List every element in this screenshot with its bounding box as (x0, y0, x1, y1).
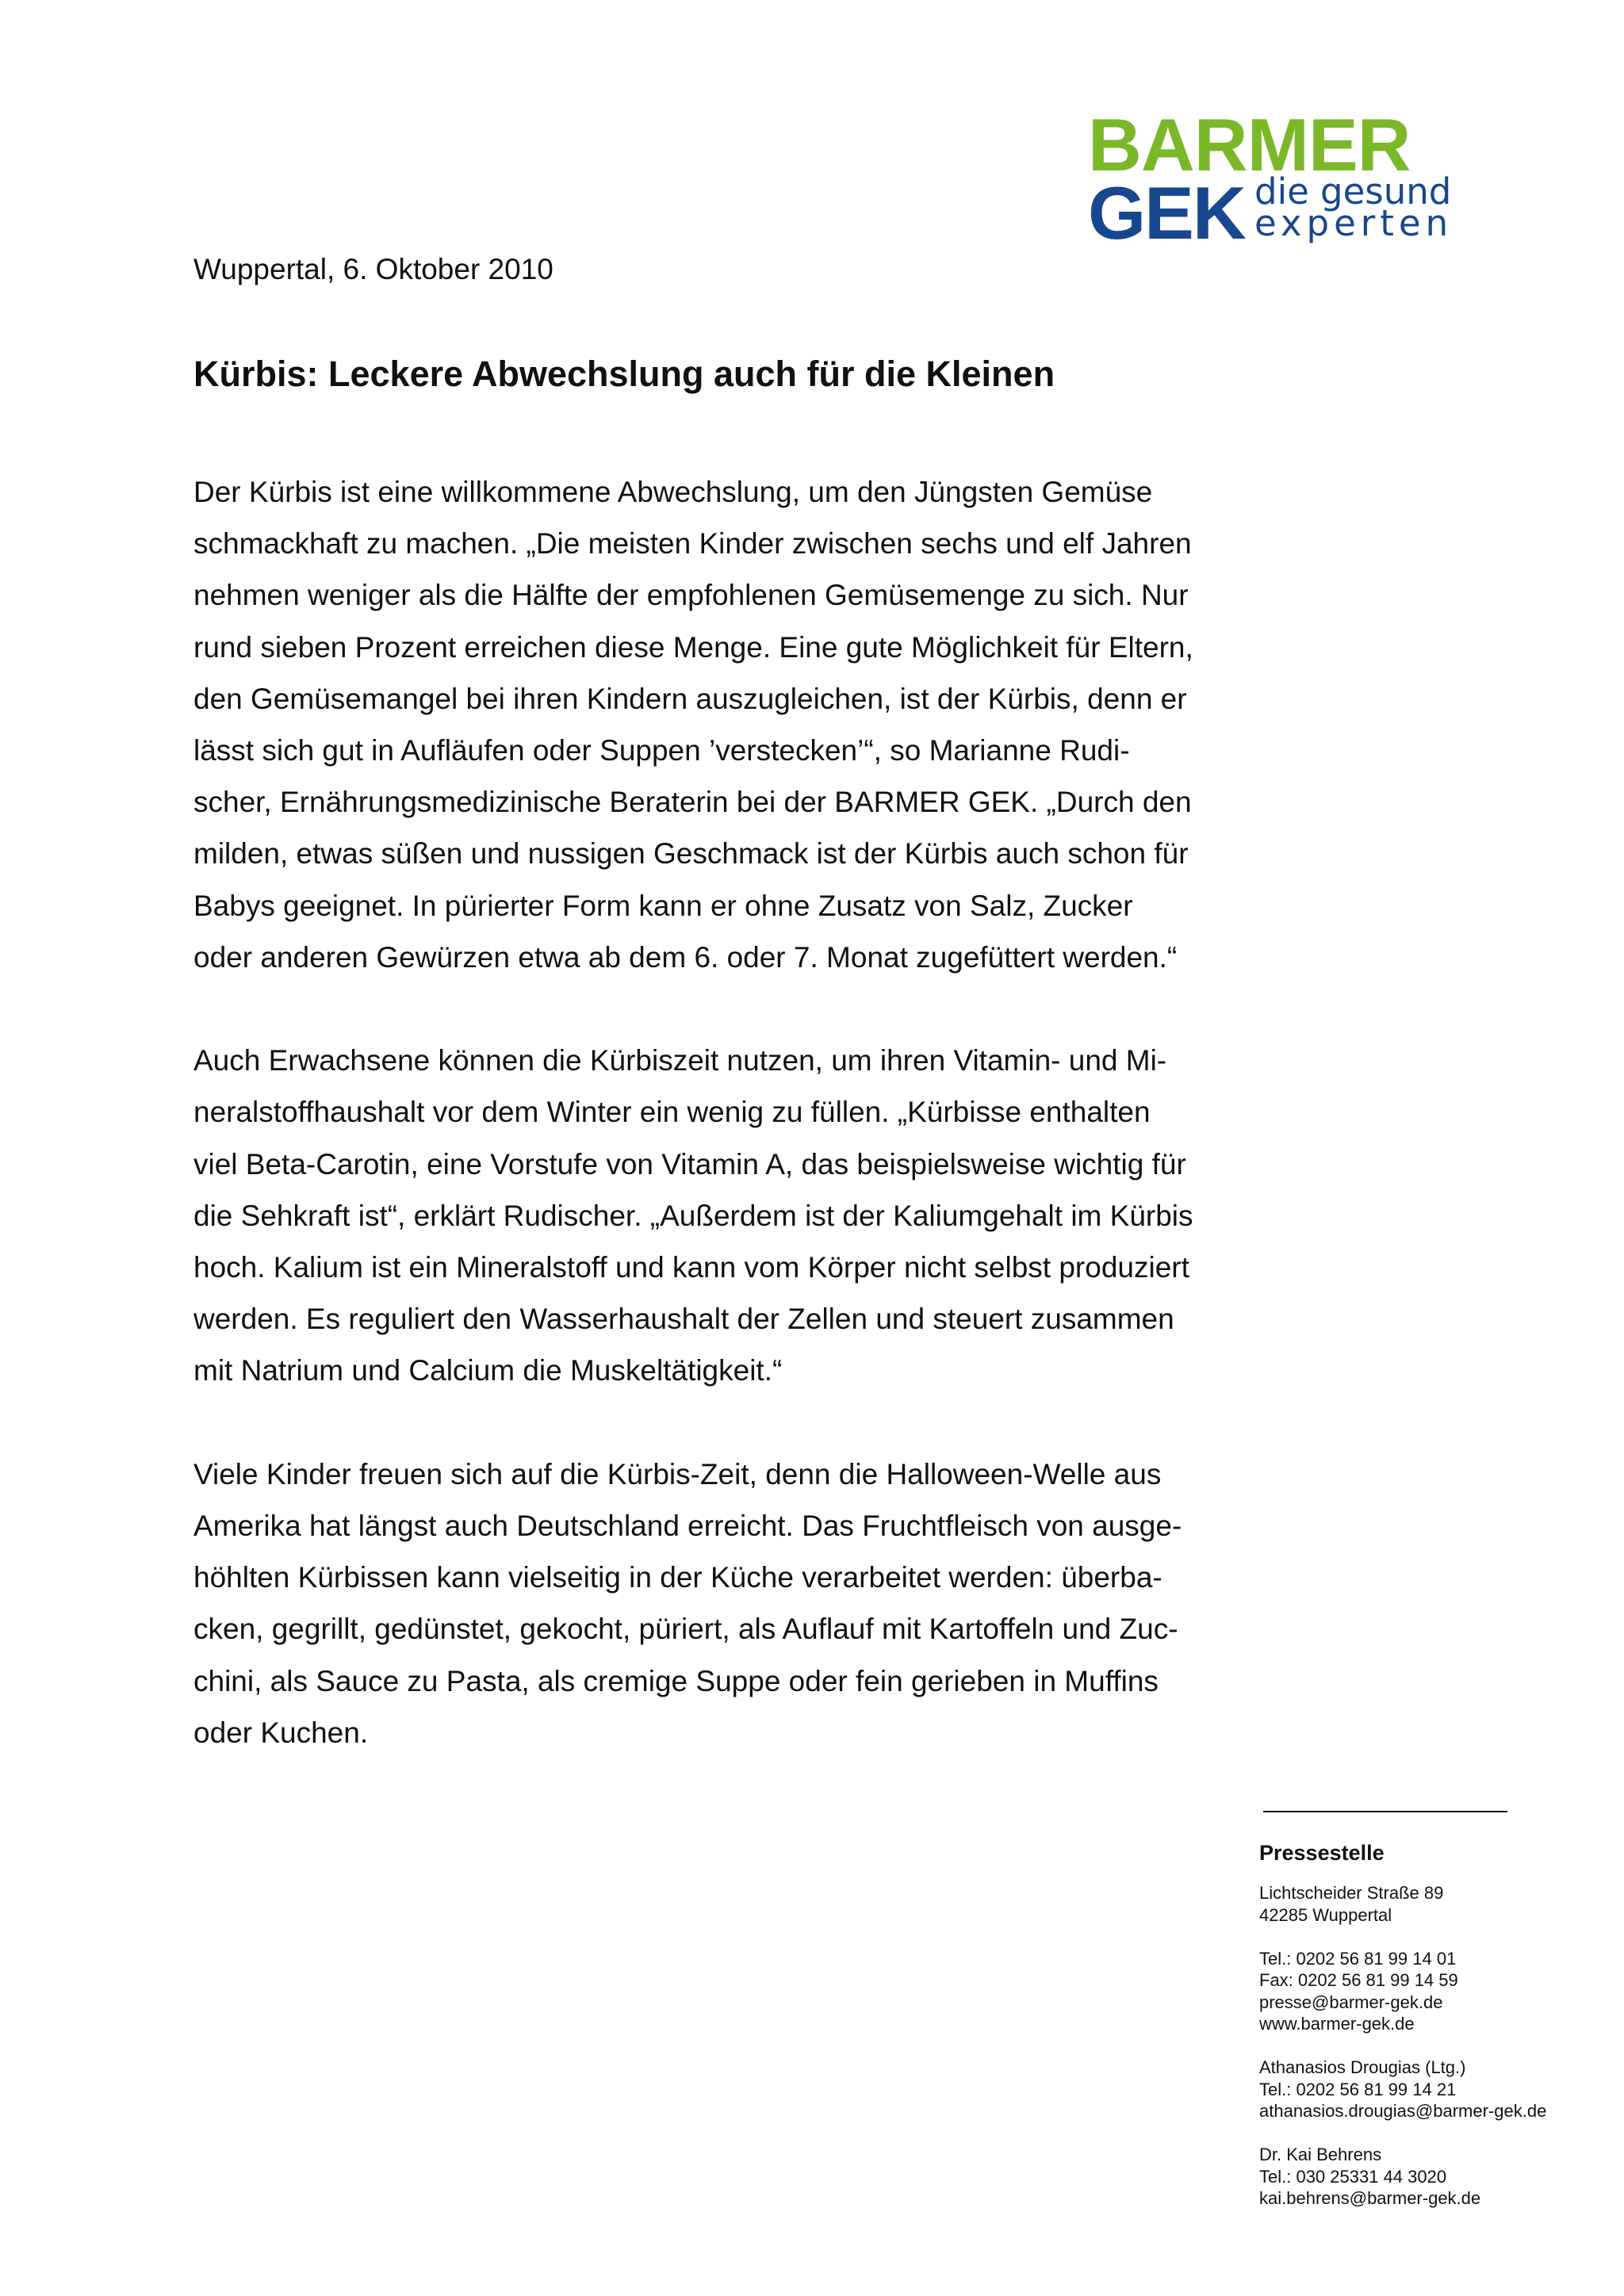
person-name: Dr. Kai Behrens (1259, 2145, 1382, 2164)
contact-person-2 (1259, 2144, 1592, 2210)
text-line: Auch Erwachsene können die Kürbiszeit nutzen, um ihren Vitamin- und Mi- (193, 1044, 1167, 1077)
text-line: Babys geeignet. In pürierter Form kann er ohne Zusatz von Salz, Zucker (193, 889, 1133, 922)
logo-tagline (1254, 170, 1454, 244)
text-line: chini, als Sauce zu Pasta, als cremige Suppe oder fein gerieben in Muffins (193, 1664, 1159, 1697)
office-email-link[interactable]: presse@barmer-gek.de (1259, 1992, 1443, 2012)
paragraph-3 (193, 1448, 1224, 1758)
person-phone: Tel.: 030 25331 44 3020 (1259, 2166, 1447, 2187)
website-link[interactable]: www.barmer-gek.de (1259, 2014, 1415, 2034)
person-name: Athanasios Drougias (Ltg.) (1259, 2057, 1466, 2077)
office-fax: Fax: 0202 56 81 99 14 59 (1259, 1970, 1458, 1990)
text-line: scher, Ernährungsmedizinische Beraterin bei der BARMER GEK. „Durch den (193, 786, 1192, 819)
logo-barmer-text: BARMER (1088, 103, 1411, 186)
text-line: schmackhaft zu machen. „Die meisten Kinder zwischen sechs und elf Jahren (193, 527, 1192, 561)
text-line: den Gemüsemangel bei ihren Kindern auszugleichen, ist der Kürbis, denn er (193, 682, 1187, 715)
office-phone: Tel.: 0202 56 81 99 14 01 (1259, 1948, 1457, 1969)
text-line: neralstoffhaushalt vor dem Winter ein wenig zu füllen. „Kürbisse enthalten (193, 1096, 1151, 1129)
text-line: hoch. Kalium ist ein Mineralstoff und kann vom Körper nicht selbst produziert (193, 1251, 1189, 1284)
address-city: 42285 Wuppertal (1259, 1904, 1392, 1925)
text-line: milden, etwas süßen und nussigen Geschmack ist der Kürbis auch schon für (193, 837, 1189, 871)
headline: Kürbis: Leckere Abwechslung auch für die Kleinen (193, 354, 1055, 394)
text-line: rund sieben Prozent erreichen diese Menge. Eine gute Möglichkeit für Eltern, (193, 630, 1193, 664)
barmer-gek-logo (1088, 103, 1454, 254)
text-line: viel Beta-Carotin, eine Vorstufe von Vitamin A, das beispielsweise wichtig für (193, 1147, 1186, 1181)
press-contact-sidebar (1259, 1811, 1592, 2231)
text-line: werden. Es reguliert den Wasserhaushalt der Zellen und steuert zusammen (193, 1303, 1174, 1336)
logo-gek-text: GEK (1088, 171, 1245, 254)
text-line: Amerika hat längst auch Deutschland erreicht. Das Fruchtfleisch von ausge- (193, 1510, 1182, 1543)
office-contact-block (1259, 1948, 1592, 2035)
person-email-link[interactable]: kai.behrens@barmer-gek.de (1259, 2188, 1481, 2208)
text-line: mit Natrium und Calcium die Muskeltätigkeit.“ (193, 1354, 783, 1387)
text-line: cken, gegrillt, gedünstet, gekocht, püriert, als Auflauf mit Kartoffeln und Zuc- (193, 1613, 1178, 1646)
text-line: die Sehkraft ist“, erklärt Rudischer. „Außerdem ist der Kaliumgehalt im Kürbis (193, 1199, 1193, 1232)
text-line: lässt sich gut in Aufläufen oder Suppen ’verstecken’“, so Marianne Rudi- (193, 734, 1130, 767)
address-street: Lichtscheider Straße 89 (1259, 1883, 1444, 1903)
paragraph-2 (193, 1035, 1224, 1396)
person-email-link[interactable]: athanasios.drougias@barmer-gek.de (1259, 2101, 1547, 2121)
logo-tagline-line-2: experten (1254, 202, 1454, 244)
text-line: nehmen weniger als die Hälfte der empfohlenen Gemüsemenge zu sich. Nur (193, 579, 1189, 612)
text-line: Viele Kinder freuen sich auf die Kürbis-Zeit, denn die Halloween-Welle aus (193, 1457, 1162, 1490)
person-phone: Tel.: 0202 56 81 99 14 21 (1259, 2079, 1457, 2099)
contact-person-1 (1259, 2057, 1592, 2122)
article-body (193, 466, 1224, 1810)
text-line: höhlten Kürbissen kann vielseitig in der Küche verarbeitet werden: überba- (193, 1561, 1162, 1594)
sidebar-title: Pressestelle (1259, 1841, 1385, 1865)
logo-tagline-line-1: die gesund (1254, 170, 1452, 212)
text-line: Der Kürbis ist eine willkommene Abwechslung, um den Jüngsten Gemüse (193, 476, 1153, 508)
text-line: oder Kuchen. (193, 1716, 369, 1749)
sidebar-divider (1263, 1811, 1507, 1812)
text-line: oder anderen Gewürzen etwa ab dem 6. oder 7. Monat zugefüttert werden.“ (193, 940, 1178, 974)
document-date: Wuppertal, 6. Oktober 2010 (193, 253, 553, 285)
address-block (1259, 1882, 1592, 1926)
paragraph-1 (193, 466, 1224, 983)
